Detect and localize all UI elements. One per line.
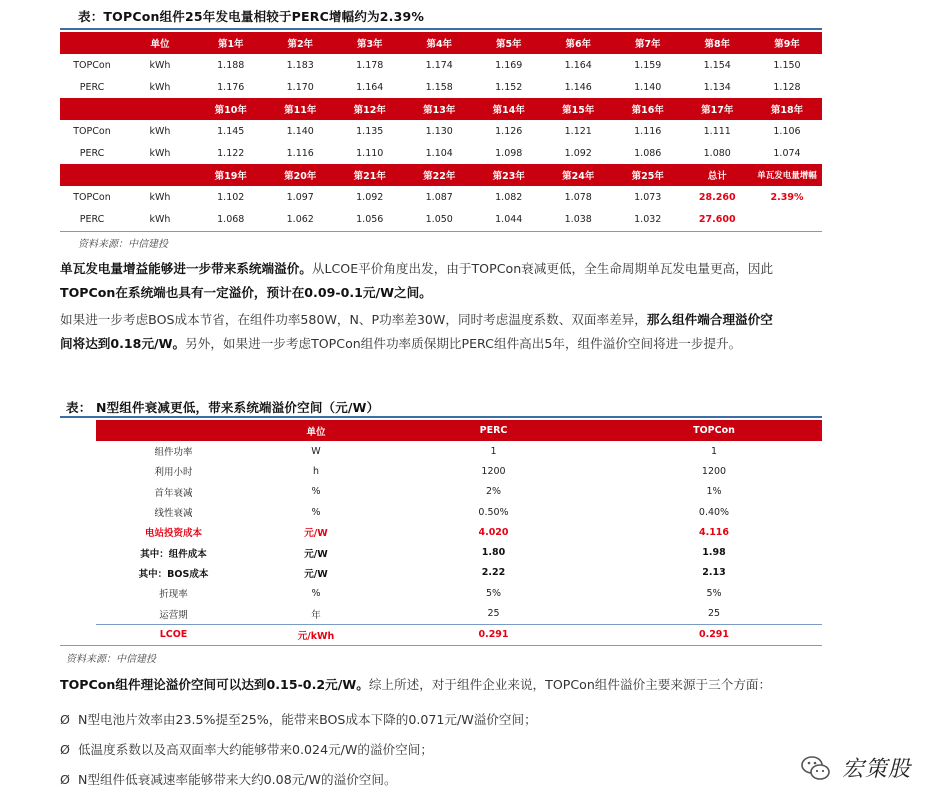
- table1-cell: 1.104: [425, 147, 453, 159]
- table1-cell: 1.080: [703, 147, 731, 159]
- table1-cell: 1.116: [634, 125, 662, 137]
- table2-header-cell: PERC: [381, 420, 606, 441]
- paragraph-3-normal-a: 综上所述，对于组件企业来说，TOPCon组件溢价主要来源于三个方面：: [368, 677, 772, 692]
- table1-cell: 1.092: [356, 191, 384, 203]
- paragraph-2-normal-b: 另外，如果进一步考虑TOPCon组件功率质保期比PERC组件高出5年，组件溢价空间将进一步提升。: [185, 336, 742, 351]
- table1-increase-cell: [752, 208, 822, 230]
- paragraph-3-bold-a: TOPCon组件理论溢价空间可以达到0.15-0.2元/W。: [60, 677, 369, 692]
- table1-cell: 1.152: [495, 81, 523, 93]
- table1-cell: 1.062: [286, 213, 314, 225]
- table1-cell: 1.038: [564, 213, 592, 225]
- table1-header-cell: 第9年: [752, 32, 822, 54]
- bullet-item: [60, 769, 397, 788]
- table1-header-cell: 第19年: [196, 164, 266, 186]
- table1-cell: 1.158: [425, 81, 453, 93]
- table1-cell: 1.056: [356, 213, 384, 225]
- table1-header-cell: 总计: [683, 164, 753, 186]
- table2-cell: 首年衰减: [154, 487, 193, 499]
- table1-cell: 1.128: [773, 81, 801, 93]
- table2-cell: 0.291: [478, 629, 509, 641]
- table1-header-cell: [60, 164, 124, 186]
- table1-cell: TOPCon: [73, 125, 111, 137]
- table1-cell: 1.116: [286, 147, 314, 159]
- table-row: [60, 208, 822, 230]
- table-row: [96, 502, 822, 522]
- table1-cell: 1.082: [495, 191, 523, 203]
- watermark-text: 宏策股: [842, 757, 912, 782]
- table1-cell: 1.154: [703, 59, 731, 71]
- table1-header-cell: 第4年: [405, 32, 475, 54]
- table1-header-cell: 第6年: [544, 32, 614, 54]
- table1-header-cell: [124, 98, 196, 120]
- table1-cell: 1.169: [495, 59, 523, 71]
- table1-cell: TOPCon: [73, 59, 111, 71]
- table2-cell: h: [312, 465, 320, 477]
- table1-cell: kWh: [149, 147, 171, 159]
- table1-cell: 1.078: [564, 191, 592, 203]
- table1-cell: 1.073: [634, 191, 662, 203]
- table2-cell: %: [311, 506, 321, 518]
- bullet-text: N型电池片效率由23.5%提至25%，能带来BOS成本下降的0.071元/W溢价空间；: [77, 712, 537, 727]
- table1-cell: 1.170: [286, 81, 314, 93]
- table-row: [96, 522, 822, 542]
- table1-header-cell: 第8年: [683, 32, 753, 54]
- table1-title: 表：TOPCon组件25年发电量相较于PERC增幅约为2.39%: [78, 9, 425, 24]
- table2-cell: 4.020: [478, 526, 509, 538]
- paragraph-2-bold-a: 那么组件端合理溢价空: [646, 312, 773, 327]
- table1-cell: 1.164: [564, 59, 592, 71]
- table1-cell: 1.110: [356, 147, 384, 159]
- table1-cell: 1.135: [356, 125, 384, 137]
- table-row: [96, 441, 822, 461]
- table2-cell: 组件功率: [154, 447, 193, 459]
- table1-cell: PERC: [79, 213, 105, 225]
- table1-cell: 1.188: [217, 59, 245, 71]
- table1-cell: 1.164: [356, 81, 384, 93]
- table1-cell: 1.097: [286, 191, 314, 203]
- table2-cell: 25: [707, 608, 721, 620]
- table1-cell: 1.145: [217, 125, 245, 137]
- table1: [60, 32, 822, 230]
- table1-header-cell: 第15年: [544, 98, 614, 120]
- table2-cell: 运营期: [159, 609, 188, 621]
- table1-cell: 1.086: [634, 147, 662, 159]
- table2-header-cell: [96, 420, 251, 441]
- table2-cell: 元/W: [304, 528, 328, 540]
- table1-cell: 1.146: [564, 81, 592, 93]
- paragraph-1-normal-a: 从LCOE平价角度出发，由于TOPCon衰减更低，全生命周期单瓦发电量更高，因此: [311, 261, 774, 276]
- table2-cell: 2.13: [702, 567, 726, 579]
- bullet-item: [60, 739, 433, 758]
- bullet-text: N型组件低衰减速率能够带来大约0.08元/W的溢价空间。: [77, 772, 397, 787]
- table2-cell: 25: [487, 608, 500, 620]
- table2-cell: 元/W: [304, 548, 328, 560]
- table2-header-cell: TOPCon: [606, 420, 822, 441]
- table1-cell: 1.150: [773, 59, 801, 71]
- table2-cell: 元/kWh: [297, 630, 335, 642]
- table1-header-cell: 第12年: [335, 98, 405, 120]
- table1-header-cell: 第11年: [266, 98, 336, 120]
- table2-cell: 5%: [706, 587, 722, 599]
- table2-cell: 1200: [481, 465, 506, 477]
- table-row: [96, 583, 822, 603]
- table1-header-cell: 第22年: [405, 164, 475, 186]
- table1-cell: 1.111: [703, 125, 731, 137]
- table1-cell: 1.130: [425, 125, 453, 137]
- table1-cell: 1.050: [425, 213, 453, 225]
- table-row: [60, 142, 822, 164]
- table1-header-cell: 第25年: [613, 164, 683, 186]
- table2-cell: 0.40%: [698, 506, 730, 518]
- table2-cell: 其中：组件成本: [140, 548, 207, 560]
- table-row: [96, 542, 822, 562]
- table2-cell: 1.80: [481, 547, 506, 559]
- table1-header-cell: 第10年: [196, 98, 266, 120]
- table-row: [60, 54, 822, 76]
- table1-bottom-rule: [60, 231, 822, 232]
- table-row: [96, 624, 822, 645]
- table1-cell: 1.032: [634, 213, 662, 225]
- table1-cell: 1.176: [217, 81, 245, 93]
- paragraph-2: [60, 308, 920, 356]
- table1-header-cell: 第18年: [752, 98, 822, 120]
- table-row: [60, 120, 822, 142]
- table1-cell: 1.092: [564, 147, 592, 159]
- table2-cell: 1: [710, 445, 718, 457]
- table2-cell: 1%: [706, 486, 722, 498]
- table2-cell: W: [311, 445, 321, 457]
- table2-cell: 4.116: [698, 526, 730, 538]
- table1-header-cell: 第5年: [474, 32, 544, 54]
- table-row: [96, 461, 822, 481]
- table1-cell: 1.159: [634, 59, 662, 71]
- table1-header-cell: 第20年: [266, 164, 336, 186]
- table1-cell: kWh: [149, 81, 171, 93]
- table1-cell: 1.044: [495, 213, 523, 225]
- table1-cell: kWh: [149, 213, 171, 225]
- table-row: [60, 186, 822, 208]
- table2-cell: 利用小时: [154, 467, 193, 479]
- table1-cell: 1.074: [773, 147, 801, 159]
- table1-cell: 1.106: [773, 125, 801, 137]
- table1-total-cell: 28.260: [698, 191, 736, 203]
- table-row: [96, 482, 822, 502]
- table1-header-cell: [60, 32, 124, 54]
- table1-cell: 1.102: [217, 191, 245, 203]
- bullet-marker: Ø: [60, 712, 70, 727]
- table1-header-cell: 第24年: [544, 164, 614, 186]
- table2-top-rule: [60, 416, 822, 418]
- table1-cell: 1.174: [425, 59, 453, 71]
- table2-cell: %: [311, 486, 321, 498]
- paragraph-3: [60, 673, 920, 697]
- table2: [96, 420, 822, 645]
- table2-bottom-rule: [60, 645, 822, 646]
- table1-header-cell: 第7年: [613, 32, 683, 54]
- table1-source: 资料来源：中信建投: [78, 239, 168, 250]
- table1-header-cell: [60, 98, 124, 120]
- table1-cell: 1.122: [217, 147, 245, 159]
- table1-header-cell: 第3年: [335, 32, 405, 54]
- table1-total-cell: 27.600: [698, 213, 736, 225]
- table1-header-cell: 第2年: [266, 32, 336, 54]
- paragraph-1-bold-a: 单瓦发电量增益能够进一步带来系统端溢价。: [60, 261, 312, 276]
- table1-cell: PERC: [79, 81, 105, 93]
- bullet-marker: Ø: [60, 742, 70, 757]
- table2-cell: 折现率: [159, 589, 188, 601]
- table1-cell: kWh: [149, 125, 171, 137]
- table1-header-cell: 第13年: [405, 98, 475, 120]
- table1-header-cell: 第1年: [196, 32, 266, 54]
- table2-cell: 年: [311, 609, 321, 621]
- table1-cell: 1.183: [286, 59, 314, 71]
- table1-header-cell: 第23年: [474, 164, 544, 186]
- table1-header-cell: 单位: [124, 32, 196, 54]
- table1-cell: 1.140: [286, 125, 314, 137]
- table1-header-cell: 第17年: [683, 98, 753, 120]
- table2-header-cell: 单位: [251, 420, 381, 441]
- table2-source: 资料来源：中信建投: [66, 654, 156, 665]
- table2-cell: 2.22: [481, 567, 506, 579]
- wechat-icon: [800, 752, 832, 784]
- table2-cell: 0.291: [698, 629, 730, 641]
- table2-cell: 1.98: [702, 547, 726, 559]
- table2-cell: 电站投资成本: [144, 528, 202, 540]
- table1-cell: 1.098: [495, 147, 523, 159]
- table-row: [96, 563, 822, 583]
- table1-cell: TOPCon: [73, 191, 111, 203]
- bullet-text: 低温度系数以及高双面率大约能够带来0.024元/W的溢价空间；: [77, 742, 433, 757]
- table2-cell: 线性衰减: [154, 508, 193, 520]
- table-row: [96, 603, 822, 624]
- table2-cell: 1200: [701, 465, 727, 477]
- table-row: [60, 76, 822, 98]
- paragraph-1: [60, 257, 920, 305]
- table1-header-cell: 单瓦发电量增幅: [752, 164, 822, 186]
- bullet-marker: Ø: [60, 772, 70, 787]
- table1-cell: 1.087: [425, 191, 453, 203]
- table1-cell: 1.140: [634, 81, 662, 93]
- table2-cell: 1: [490, 445, 497, 457]
- table1-cell: kWh: [149, 191, 171, 203]
- paragraph-2-normal-a: 如果进一步考虑BOS成本节省，在组件功率580W，N、P功率差30W，同时考虑温度系数、双面率差异，: [60, 312, 647, 327]
- table1-top-rule: [60, 28, 822, 30]
- table2-cell: LCOE: [159, 629, 188, 641]
- table1-header-row: [60, 32, 822, 54]
- table2-cell: 2%: [485, 486, 502, 498]
- table2-cell: %: [311, 587, 321, 599]
- table2-header-row: [96, 420, 822, 441]
- table2-cell: 0.50%: [478, 506, 509, 518]
- table1-header-cell: [124, 164, 196, 186]
- table1-header-row: [60, 98, 822, 120]
- table1-cell: 1.134: [703, 81, 731, 93]
- paragraph-2-bold-b: 间将达到0.18元/W。: [60, 336, 186, 351]
- table2-cell: 5%: [485, 587, 502, 599]
- paragraph-1-bold-b: TOPCon在系统端也具有一定溢价，预计在0.09-0.1元/W之间。: [60, 285, 432, 300]
- table1-increase-cell: 2.39%: [770, 191, 804, 203]
- table2-title: 表： N型组件衰减更低，带来系统端溢价空间（元/W）: [66, 400, 380, 415]
- table1-cell: PERC: [79, 147, 105, 159]
- table1-cell: 1.121: [564, 125, 592, 137]
- bullet-item: [60, 709, 537, 728]
- table2-cell: 其中：BOS成本: [138, 568, 209, 580]
- table1-cell: 1.178: [356, 59, 384, 71]
- table1-cell: kWh: [149, 59, 171, 71]
- table1-header-cell: 第14年: [474, 98, 544, 120]
- table1-header-row: [60, 164, 822, 186]
- table2-cell: 元/W: [304, 568, 328, 580]
- table1-cell: 1.068: [217, 213, 245, 225]
- table1-cell: 1.126: [495, 125, 523, 137]
- table1-header-cell: 第16年: [613, 98, 683, 120]
- table1-header-cell: 第21年: [335, 164, 405, 186]
